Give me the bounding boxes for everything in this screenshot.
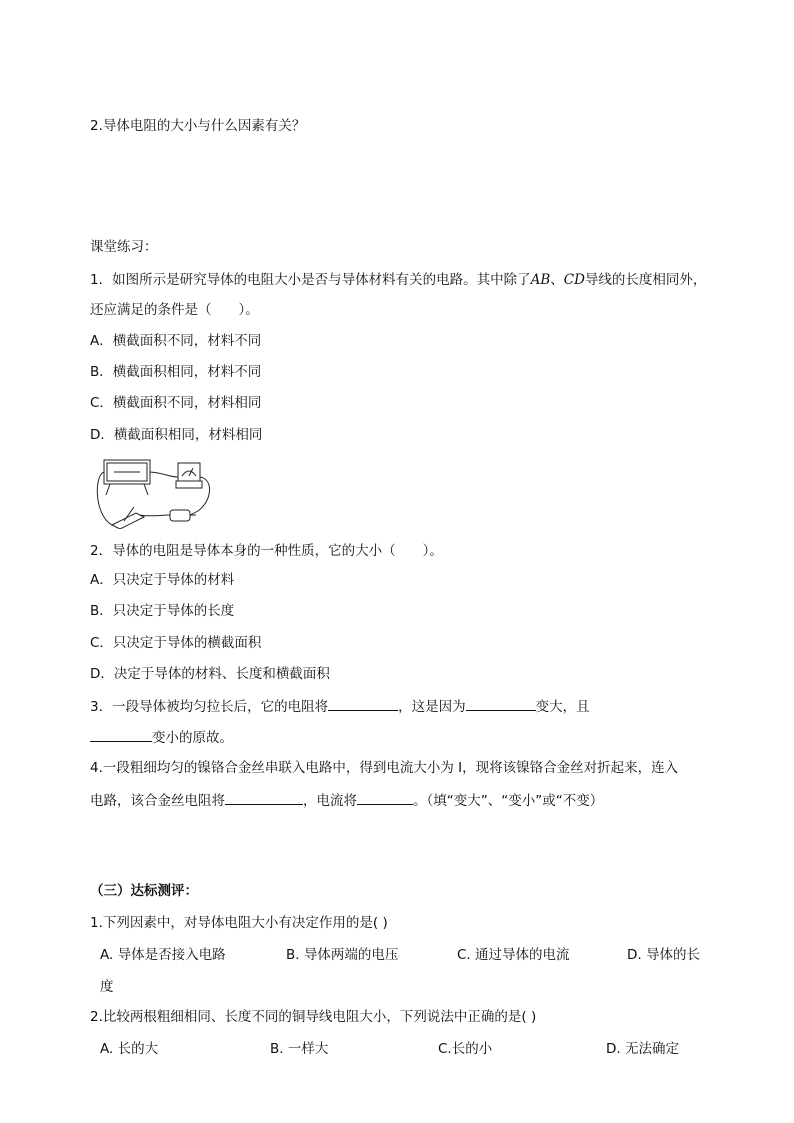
- cq4-blank-2[interactable]: [357, 790, 413, 805]
- aq1-stem: 1.下列因素中，对导体电阻大小有决定作用的是( ): [90, 915, 388, 931]
- cq4-line2: [90, 790, 603, 811]
- cq2-option-b: B．只决定于导体的长度: [90, 603, 235, 619]
- battery-icon: [170, 510, 190, 521]
- cq3-line2: [90, 727, 233, 748]
- aq2-option-c: C.长的小: [438, 1041, 493, 1057]
- aq2-option-a: A. 长的大: [100, 1041, 159, 1057]
- cq1-option-d: D．横截面积相同，材料相同: [90, 427, 263, 443]
- ammeter-icon: [178, 463, 200, 481]
- cq3-line1: [90, 696, 590, 717]
- cq3-blank-3[interactable]: [90, 727, 152, 742]
- aq2-option-b: B. 一样大: [270, 1041, 329, 1057]
- cq3-blank-1[interactable]: [328, 696, 398, 711]
- cq3-text-b: ，这是因为: [398, 699, 466, 715]
- assessment-title: （三）达标测评：: [90, 883, 198, 899]
- cq2-stem: 2．导体的电阻是导体本身的一种性质，它的大小（ ）。: [90, 543, 443, 559]
- cq2-option-c: C．只决定于导体的横截面积: [90, 635, 262, 651]
- cq1-option-b: B．横截面积相同，材料不同: [90, 364, 262, 380]
- cq1-line2: 还应满足的条件是（ ）。: [90, 302, 259, 318]
- cq4-text-b: 电路，该合金丝电阻将: [90, 793, 225, 809]
- cq4-text-d: 。（填“变大”、“变小”或“不变）: [413, 793, 604, 809]
- aq1-option-d: D. 导体的长: [627, 947, 700, 963]
- cq1-sep: 、: [550, 272, 564, 288]
- aq1-option-d-wrap: 度: [100, 979, 114, 995]
- aq1-option-a: A. 导体是否接入电路: [100, 947, 226, 963]
- cq2-option-a: A．只决定于导体的材料: [90, 572, 235, 588]
- cq3-text-d: 变小的原故。: [152, 730, 233, 746]
- cq1-line1: [90, 270, 706, 290]
- question-2-heading: 2.导体电阻的大小与什么因素有关？: [90, 118, 306, 134]
- cq3-blank-2[interactable]: [466, 696, 536, 711]
- circuit-diagram: [94, 455, 218, 529]
- classroom-title: 课堂练习：: [90, 239, 158, 255]
- aq1-option-b: B. 导体两端的电压: [286, 947, 399, 963]
- aq2-stem: 2.比较两根粗细相同、长度不同的铜导线电阻大小，下列说法中正确的是( ): [90, 1009, 537, 1025]
- aq1-option-c: C. 通过导体的电流: [457, 947, 570, 963]
- cq3-text-a: 3．一段导体被均匀拉长后，它的电阻将: [90, 699, 329, 715]
- cq1-text-b: 导线的长度相同外，: [584, 272, 707, 288]
- cq1-text-a: 1．如图所示是研究导体的电阻大小是否与导体材料有关的电路。其中除了: [90, 272, 531, 288]
- cq4-line1: 4.一段粗细均匀的镍铬合金丝串联入电路中，得到电流大小为 I，现将该镍铬合金丝对折起来，连入: [90, 760, 679, 776]
- aq2-option-d: D. 无法确定: [606, 1041, 679, 1057]
- cq1-option-c: C．横截面积不同，材料相同: [90, 395, 262, 411]
- cq4-text-c: ，电流将: [303, 793, 357, 809]
- cq4-blank-1[interactable]: [225, 790, 303, 805]
- cq2-option-d: D．决定于导体的材料、长度和横截面积: [90, 666, 330, 682]
- cq1-option-a: A．横截面积不同，材料不同: [90, 333, 262, 349]
- cq3-text-c: 变大，且: [535, 699, 590, 715]
- cq1-cd: CD: [563, 272, 585, 288]
- cq1-ab: AB: [530, 272, 551, 288]
